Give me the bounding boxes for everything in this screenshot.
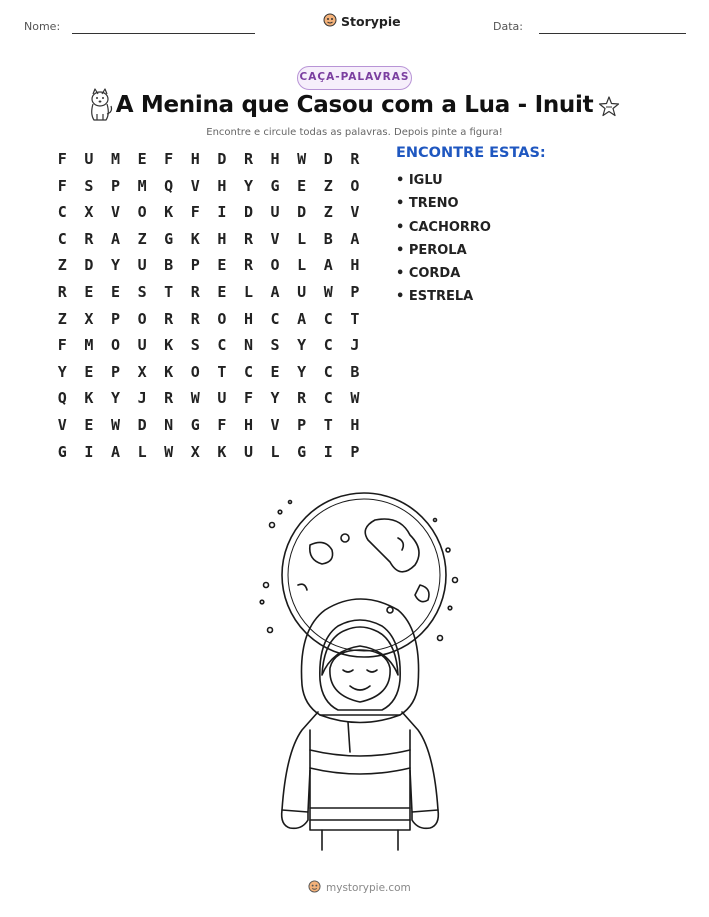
grid-letter[interactable]: B — [323, 229, 333, 248]
grid-letter[interactable]: S — [190, 336, 200, 355]
grid-letter[interactable]: Q — [57, 389, 67, 408]
word-item: • TRENO — [396, 196, 459, 212]
grid-letter[interactable]: W — [350, 389, 360, 408]
grid-letter[interactable]: Y — [297, 336, 307, 355]
grid-letter[interactable]: D — [137, 415, 147, 434]
grid-letter[interactable]: X — [190, 442, 200, 461]
grid-letter[interactable]: J — [350, 336, 360, 355]
date-line — [539, 33, 686, 34]
grid-letter[interactable]: E — [217, 256, 227, 275]
grid-letter[interactable]: A — [270, 282, 280, 301]
grid-letter[interactable]: F — [243, 389, 253, 408]
grid-letter[interactable]: A — [350, 229, 360, 248]
grid-letter[interactable]: Y — [243, 176, 253, 195]
grid-letter[interactable]: Z — [323, 176, 333, 195]
word-item: • PEROLA — [396, 242, 467, 258]
instructions: Encontre e circule todas as palavras. Depois pinte a figura! — [206, 127, 503, 138]
grid-letter[interactable]: C — [323, 309, 333, 328]
grid-letter[interactable]: G — [57, 442, 67, 461]
grid-letter[interactable]: A — [323, 256, 333, 275]
grid-letter[interactable]: E — [217, 282, 227, 301]
grid-letter[interactable]: F — [164, 150, 174, 168]
grid-letter[interactable]: B — [164, 256, 174, 275]
grid-letter[interactable]: S — [137, 282, 147, 301]
grid-letter[interactable]: D — [297, 203, 307, 222]
grid-letter[interactable]: G — [164, 229, 174, 248]
grid-letter[interactable]: R — [243, 256, 253, 275]
grid-letter[interactable]: X — [84, 309, 94, 328]
grid-letter[interactable]: M — [84, 336, 94, 355]
grid-letter[interactable]: L — [297, 256, 307, 275]
grid-letter[interactable]: L — [297, 229, 307, 248]
grid-letter[interactable]: Z — [323, 203, 333, 222]
word-search-grid[interactable] — [49, 146, 368, 465]
grid-letter[interactable]: S — [84, 176, 94, 195]
storypie-logo-icon — [323, 13, 337, 30]
word-item: • CACHORRO — [396, 219, 491, 235]
name-label: Nome: — [24, 20, 61, 33]
grid-letter[interactable]: K — [164, 362, 174, 381]
grid-row — [49, 306, 368, 333]
grid-letter[interactable]: O — [137, 203, 147, 222]
grid-letter[interactable]: U — [243, 442, 253, 461]
grid-letter[interactable]: R — [350, 150, 360, 168]
grid-letter[interactable]: T — [164, 282, 174, 301]
word-item: • ESTRELA — [396, 289, 474, 305]
grid-row — [49, 359, 368, 386]
storypie-logo-icon — [308, 880, 321, 896]
grid-letter[interactable]: I — [323, 442, 333, 461]
grid-letter[interactable]: C — [57, 203, 67, 222]
grid-letter[interactable]: O — [137, 309, 147, 328]
grid-letter[interactable]: J — [137, 389, 147, 408]
grid-letter[interactable]: F — [217, 415, 227, 434]
grid-letter[interactable]: E — [110, 282, 120, 301]
grid-letter[interactable]: A — [110, 229, 120, 248]
grid-letter[interactable]: T — [323, 415, 333, 434]
grid-letter[interactable]: W — [110, 415, 120, 434]
grid-letter[interactable]: E — [84, 415, 94, 434]
grid-letter[interactable]: E — [297, 176, 307, 195]
grid-letter[interactable]: P — [190, 256, 200, 275]
grid-letter[interactable]: W — [190, 389, 200, 408]
grid-letter[interactable]: X — [84, 203, 94, 222]
grid-letter[interactable]: H — [350, 256, 360, 275]
grid-letter[interactable]: H — [217, 176, 227, 195]
grid-letter[interactable]: E — [84, 362, 94, 381]
grid-letter[interactable]: P — [110, 362, 120, 381]
grid-letter[interactable]: T — [350, 309, 360, 328]
grid-letter[interactable]: T — [217, 362, 227, 381]
grid-row — [49, 332, 368, 359]
grid-letter[interactable]: Q — [164, 176, 174, 195]
page-title: A Menina que Casou com a Lua - Inuit — [115, 92, 594, 118]
grid-letter[interactable]: I — [84, 442, 94, 461]
grid-letter[interactable]: G — [297, 442, 307, 461]
grid-letter[interactable]: R — [57, 282, 67, 301]
footer — [308, 880, 411, 896]
grid-row — [49, 279, 368, 306]
grid-letter[interactable]: H — [270, 150, 280, 168]
grid-letter[interactable]: K — [217, 442, 227, 461]
grid-letter[interactable]: E — [270, 362, 280, 381]
grid-letter[interactable]: S — [270, 336, 280, 355]
grid-letter[interactable]: D — [84, 256, 94, 275]
grid-letter[interactable]: C — [217, 336, 227, 355]
grid-letter[interactable]: A — [110, 442, 120, 461]
grid-letter[interactable]: V — [270, 415, 280, 434]
grid-letter[interactable]: O — [217, 309, 227, 328]
grid-letter[interactable]: O — [190, 362, 200, 381]
grid-row — [49, 173, 368, 200]
grid-letter[interactable]: V — [190, 176, 200, 195]
name-line — [72, 33, 255, 34]
grid-letter[interactable]: R — [84, 229, 94, 248]
grid-letter[interactable]: U — [137, 256, 147, 275]
grid-letter[interactable]: O — [350, 176, 360, 195]
grid-letter[interactable]: Y — [57, 362, 67, 381]
grid-letter[interactable]: E — [137, 150, 147, 168]
word-list — [396, 171, 491, 311]
grid-letter[interactable]: H — [243, 309, 253, 328]
grid-row — [49, 146, 368, 173]
grid-row — [49, 199, 368, 226]
grid-letter[interactable]: Y — [297, 362, 307, 381]
grid-letter[interactable]: E — [84, 282, 94, 301]
grid-letter[interactable]: C — [270, 309, 280, 328]
grid-letter[interactable]: K — [164, 203, 174, 222]
grid-letter[interactable]: H — [350, 415, 360, 434]
grid-letter[interactable]: Z — [57, 256, 67, 275]
grid-letter[interactable]: Y — [270, 389, 280, 408]
grid-letter[interactable]: W — [323, 282, 333, 301]
grid-letter[interactable]: L — [137, 442, 147, 461]
grid-letter[interactable]: R — [164, 309, 174, 328]
grid-letter[interactable]: F — [190, 203, 200, 222]
grid-letter[interactable]: C — [323, 336, 333, 355]
word-list-title: ENCONTRE ESTAS: — [396, 145, 546, 161]
worksheet-type-badge: CAÇA-PALAVRAS — [297, 66, 412, 90]
grid-letter[interactable]: X — [137, 362, 147, 381]
grid-letter[interactable]: U — [270, 203, 280, 222]
inuit-girl-moon-illustration[interactable] — [250, 490, 470, 859]
grid-letter[interactable]: B — [350, 362, 360, 381]
grid-letter[interactable]: N — [243, 336, 253, 355]
grid-letter[interactable]: R — [164, 389, 174, 408]
date-label: Data: — [493, 20, 523, 33]
star-icon — [597, 95, 621, 121]
grid-letter[interactable]: N — [164, 415, 174, 434]
grid-letter[interactable]: R — [297, 389, 307, 408]
grid-letter[interactable]: F — [57, 176, 67, 195]
grid-letter[interactable]: V — [350, 203, 360, 222]
grid-letter[interactable]: A — [297, 309, 307, 328]
word-item: • CORDA — [396, 266, 461, 282]
grid-letter[interactable]: H — [243, 415, 253, 434]
grid-letter[interactable]: I — [217, 203, 227, 222]
grid-letter[interactable]: Y — [110, 389, 120, 408]
grid-row — [49, 226, 368, 253]
grid-row — [49, 412, 368, 439]
grid-letter[interactable]: G — [190, 415, 200, 434]
grid-letter[interactable]: V — [57, 415, 67, 434]
grid-letter[interactable]: D — [243, 203, 253, 222]
grid-letter[interactable]: K — [84, 389, 94, 408]
grid-letter[interactable]: R — [243, 229, 253, 248]
grid-row — [49, 252, 368, 279]
grid-letter[interactable]: Z — [137, 229, 147, 248]
footer-url[interactable]: mystorypie.com — [326, 882, 411, 894]
grid-letter[interactable]: R — [190, 309, 200, 328]
grid-letter[interactable]: D — [217, 150, 227, 168]
grid-letter[interactable]: R — [190, 282, 200, 301]
grid-letter[interactable]: M — [137, 176, 147, 195]
grid-letter[interactable]: P — [350, 442, 360, 461]
grid-letter[interactable]: Z — [57, 309, 67, 328]
word-item: • IGLU — [396, 173, 443, 188]
grid-letter[interactable]: V — [270, 229, 280, 248]
grid-letter[interactable]: R — [243, 150, 253, 168]
grid-letter[interactable]: W — [297, 150, 307, 168]
grid-letter[interactable]: U — [137, 336, 147, 355]
grid-letter[interactable]: U — [84, 150, 94, 168]
grid-letter[interactable]: H — [190, 150, 200, 168]
grid-letter[interactable]: C — [323, 389, 333, 408]
grid-letter[interactable]: W — [164, 442, 174, 461]
grid-letter[interactable]: D — [323, 150, 333, 168]
grid-letter[interactable]: O — [270, 256, 280, 275]
grid-letter[interactable]: P — [110, 309, 120, 328]
grid-letter[interactable]: O — [110, 336, 120, 355]
grid-letter[interactable]: C — [323, 362, 333, 381]
grid-letter[interactable]: F — [57, 150, 67, 168]
grid-letter[interactable]: V — [110, 203, 120, 222]
grid-letter[interactable]: P — [297, 415, 307, 434]
grid-letter[interactable]: L — [270, 442, 280, 461]
grid-letter[interactable]: C — [57, 229, 67, 248]
grid-letter[interactable]: U — [297, 282, 307, 301]
grid-letter[interactable]: P — [350, 282, 360, 301]
grid-letter[interactable]: U — [217, 389, 227, 408]
grid-letter[interactable]: F — [57, 336, 67, 355]
grid-letter[interactable]: M — [110, 150, 120, 168]
grid-letter[interactable]: G — [270, 176, 280, 195]
brand-name: Storypie — [341, 14, 401, 29]
grid-row — [49, 439, 368, 466]
grid-letter[interactable]: C — [243, 362, 253, 381]
brand-logo — [323, 13, 401, 30]
grid-letter[interactable]: P — [110, 176, 120, 195]
grid-letter[interactable]: K — [164, 336, 174, 355]
grid-row — [49, 385, 368, 412]
grid-letter[interactable]: K — [190, 229, 200, 248]
grid-letter[interactable]: H — [217, 229, 227, 248]
grid-letter[interactable]: Y — [110, 256, 120, 275]
grid-letter[interactable]: L — [243, 282, 253, 301]
